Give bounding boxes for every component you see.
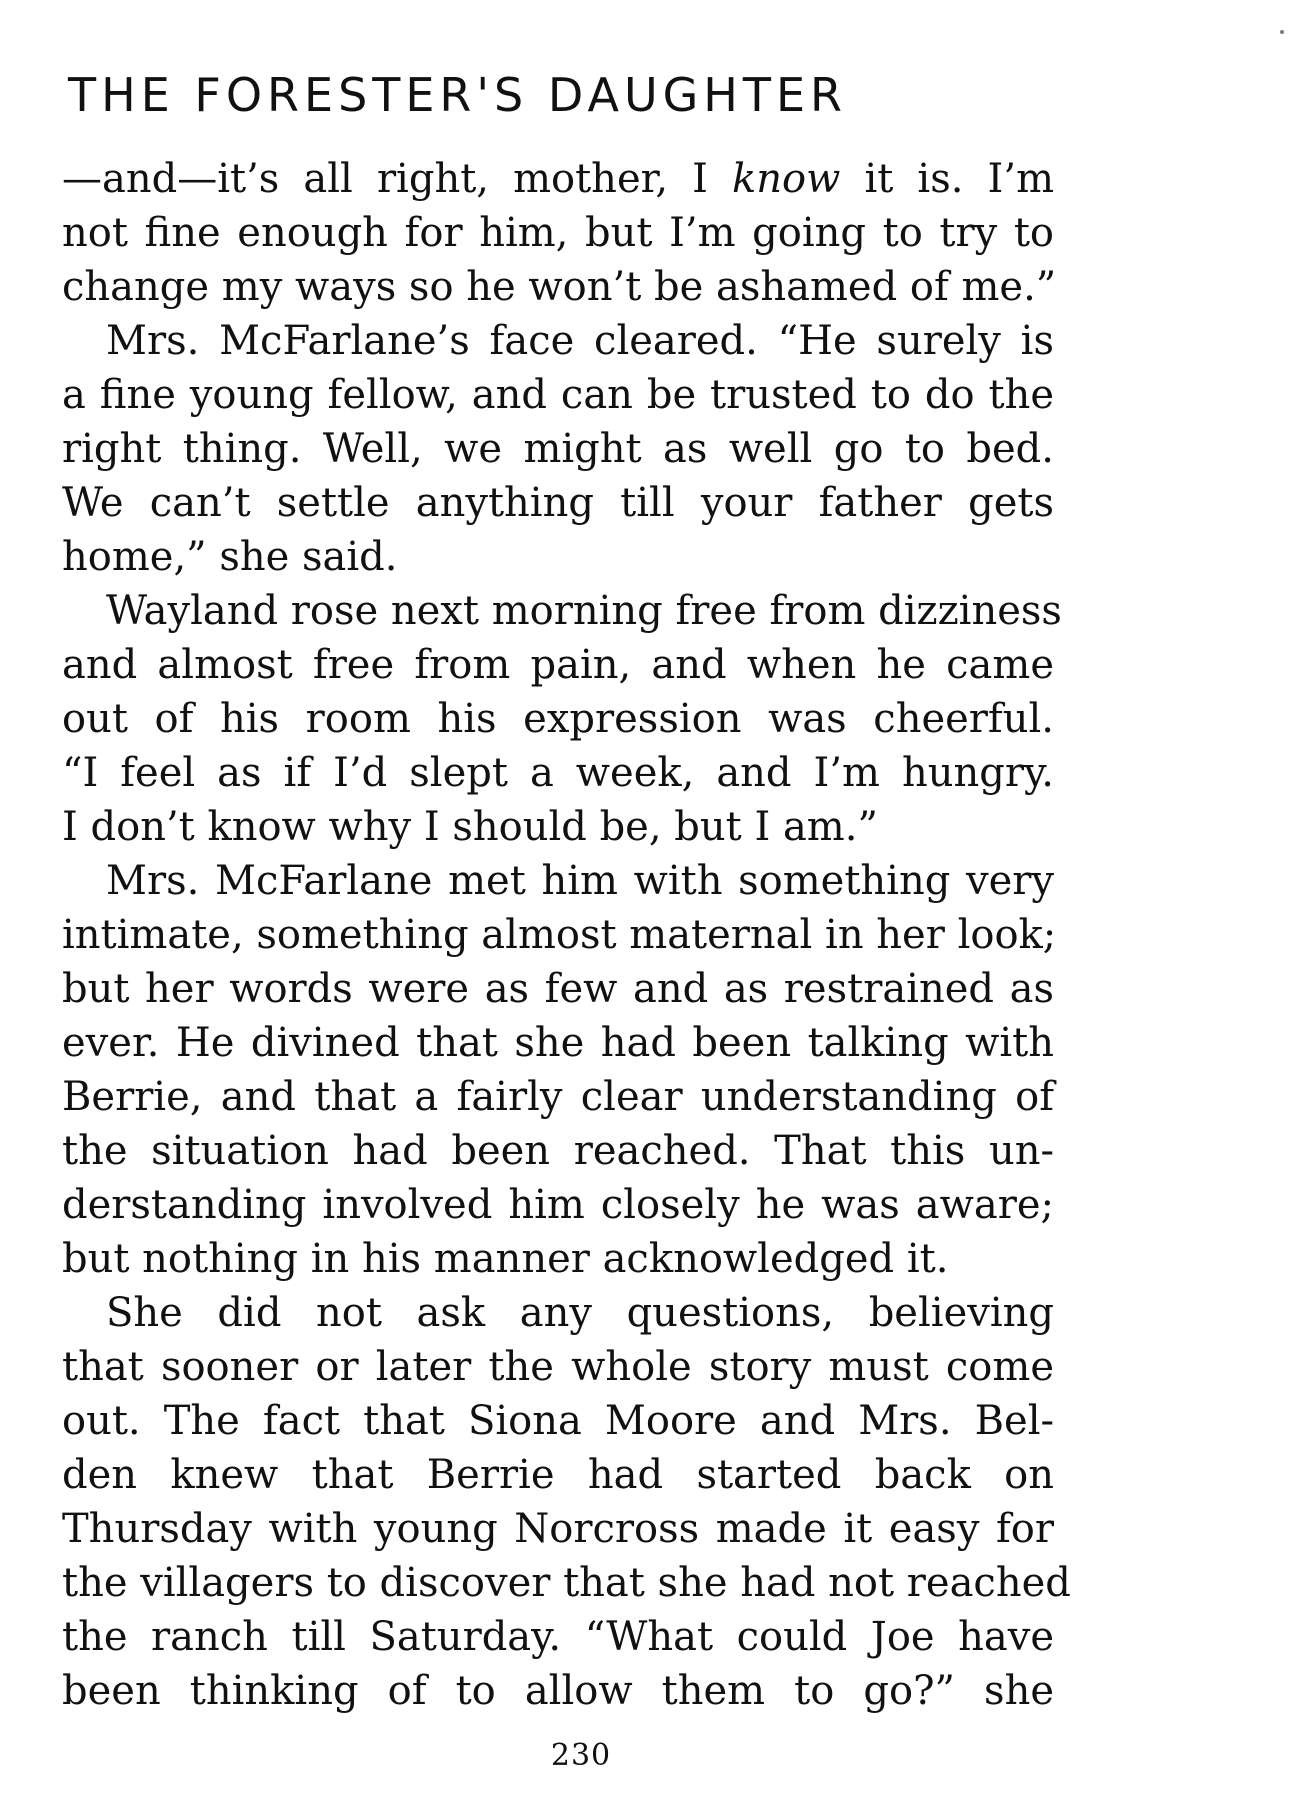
text-segment: it is. I’m: [840, 156, 1054, 202]
italic-text: know: [732, 156, 841, 202]
text-line: [62, 1340, 1054, 1394]
text-segment: derstanding involved him closely he was aware;: [62, 1182, 1054, 1228]
text-line: [62, 1394, 1054, 1448]
text-line: [62, 1232, 1054, 1286]
text-segment: the ranch till Saturday. “What could Joe have: [62, 1614, 1054, 1660]
text-segment: change my ways so he won’t be ashamed of me.”: [62, 264, 1057, 310]
text-line: [62, 476, 1054, 530]
text-segment: den knew that Berrie had started back on: [62, 1452, 1054, 1498]
text-line: [62, 260, 1057, 314]
text-line: [62, 1610, 1054, 1664]
text-segment: Berrie, and that a fairly clear understanding of: [62, 1074, 1054, 1120]
body-text: [62, 152, 1071, 1718]
text-line: [62, 1502, 1054, 1556]
text-line: [62, 1664, 1054, 1718]
text-line: [62, 584, 1062, 638]
text-segment: not fine enough for him, but I’m going to try to: [62, 210, 1054, 256]
text-segment: She did not ask any questions, believing: [106, 1290, 1054, 1336]
text-line: [62, 638, 1054, 692]
text-segment: Thursday with young Norcross made it easy for: [62, 1506, 1054, 1552]
text-line: [62, 800, 1054, 854]
text-line: [62, 1124, 1054, 1178]
text-segment: I don’t know why I should be, but I am.”: [62, 804, 878, 850]
text-segment: We can’t settle anything till your father gets: [62, 480, 1054, 526]
text-line: [62, 746, 1054, 800]
text-line: [62, 962, 1054, 1016]
text-line: [62, 152, 1054, 206]
text-line: [62, 1070, 1054, 1124]
text-segment: a fine young fellow, and can be trusted to do the: [62, 372, 1054, 418]
running-head: THE FORESTER'S DAUGHTER: [68, 68, 847, 122]
text-line: [62, 1178, 1054, 1232]
text-segment: but her words were as few and as restrained as: [62, 966, 1054, 1012]
text-line: [62, 692, 1054, 746]
text-segment: home,” she said.: [62, 534, 398, 580]
text-line: [62, 908, 1057, 962]
text-segment: out. The fact that Siona Moore and Mrs. Bel-: [62, 1398, 1054, 1444]
text-segment: that sooner or later the whole story must come: [62, 1344, 1054, 1390]
specks: [1280, 30, 1284, 34]
text-segment: the villagers to discover that she had not reached: [62, 1560, 1071, 1606]
text-segment: out of his room his expression was cheerful.: [62, 696, 1054, 742]
text-line: [62, 422, 1054, 476]
text-line: [62, 206, 1054, 260]
text-segment: and almost free from pain, and when he came: [62, 642, 1054, 688]
text-segment: Wayland rose next morning free from dizziness: [106, 588, 1062, 634]
text-segment: the situation had been reached. That this un-: [62, 1128, 1054, 1174]
text-segment: ever. He divined that she had been talking with: [62, 1020, 1054, 1066]
text-segment: —and—it’s all right, mother, I: [62, 156, 733, 202]
text-segment: intimate, something almost maternal in her look;: [62, 912, 1057, 958]
page-number: 230: [550, 1738, 612, 1773]
text-line: [62, 314, 1054, 368]
text-line: [62, 1448, 1054, 1502]
text-segment: been thinking of to allow them to go?” she: [62, 1668, 1054, 1714]
text-segment: Mrs. McFarlane’s face cleared. “He surely is: [106, 318, 1054, 364]
text-segment: “I feel as if I’d slept a week, and I’m hungry.: [62, 750, 1054, 796]
text-segment: Mrs. McFarlane met him with something very: [106, 858, 1054, 904]
text-line: [62, 1556, 1071, 1610]
text-line: [62, 1016, 1054, 1070]
text-line: [62, 854, 1054, 908]
text-segment: right thing. Well, we might as well go to bed.: [62, 426, 1054, 472]
text-line: [62, 530, 1054, 584]
text-segment: but nothing in his manner acknowledged it.: [62, 1236, 949, 1282]
text-line: [62, 368, 1054, 422]
text-line: [62, 1286, 1054, 1340]
